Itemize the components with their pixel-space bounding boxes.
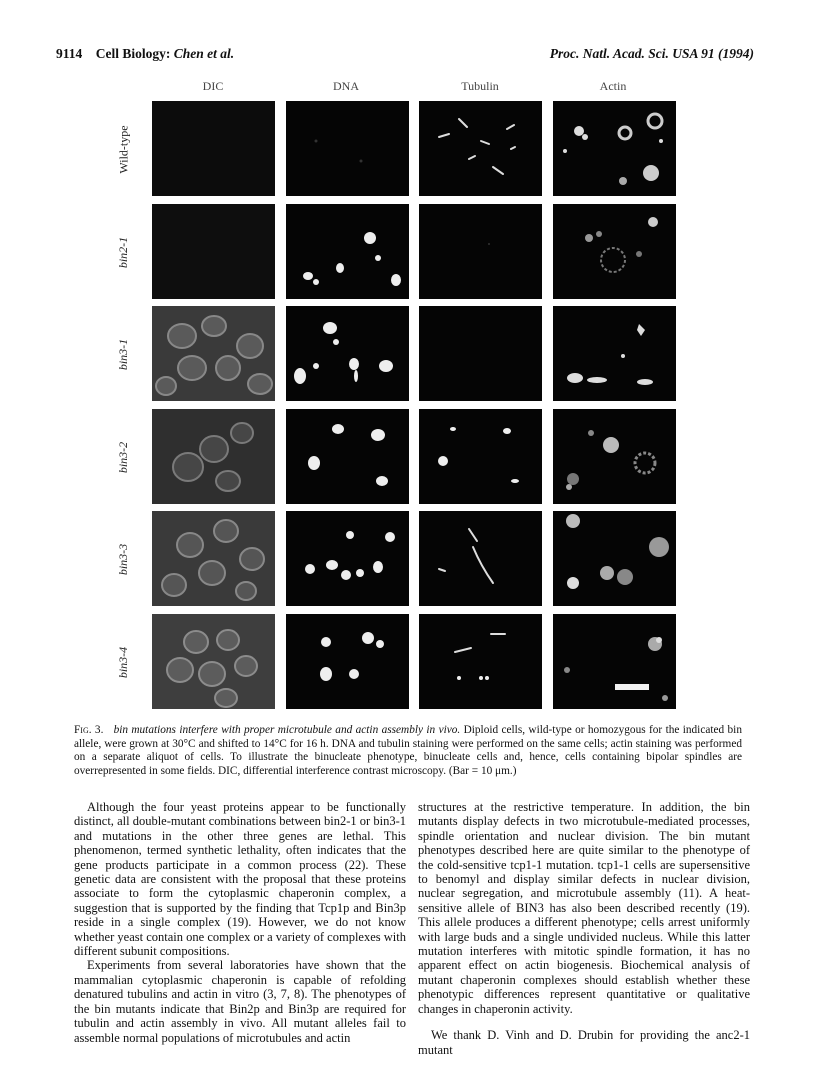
body-column-left	[74, 800, 406, 1045]
panel-wildtype-dna	[286, 101, 409, 196]
paragraph: Experiments from several laboratories have shown that the mammalian cytoplasmic chaperonin is capable of refolding denatured tubulins and actin in vitro (3, 7, 8). The phenotypes of the bin mutants indicate that Bin2p and Bin3p are required for tubulin and actin assembly in vivo. All mutant alleles fail to assemble normal populations of microtubules and actin	[74, 958, 406, 1045]
column-heading-actin: Actin	[599, 79, 627, 93]
panel-bin3-4-dic	[152, 614, 275, 709]
panel-bin3-3-actin	[553, 511, 676, 606]
panel-wildtype-tubulin	[419, 101, 542, 196]
panel-bin3-1-dic	[152, 306, 275, 401]
panel-bin2-1-dic	[152, 204, 275, 299]
row-label-wild-type: Wild-type	[116, 124, 131, 174]
panel-bin3-4-actin	[553, 614, 676, 709]
caption-title: bin mutations interfere with proper microtubule and actin assembly in vivo.	[113, 724, 461, 736]
panel-bin2-1-tubulin	[419, 204, 542, 299]
panel-bin3-1-actin	[553, 306, 676, 401]
authors: Chen et al.	[173, 46, 235, 61]
body-column-right	[418, 800, 750, 1057]
page-number: 9114	[56, 46, 83, 61]
panel-bin3-2-dic	[152, 409, 275, 504]
caption-label: Fig. 3.	[74, 724, 104, 736]
panel-bin2-1-dna	[286, 204, 409, 299]
panel-bin3-3-tubulin	[419, 511, 542, 606]
column-heading-dna: DNA	[333, 79, 359, 93]
journal-citation: Proc. Natl. Acad. Sci. USA 91 (1994)	[549, 46, 754, 61]
column-heading-tubulin: Tubulin	[461, 79, 499, 93]
column-heading-dic: DIC	[202, 79, 224, 93]
panel-bin3-2-tubulin	[419, 409, 542, 504]
row-label-bin3-2: bin3-2	[116, 441, 131, 473]
running-header-left	[56, 46, 234, 62]
panel-bin3-4-dna	[286, 614, 409, 709]
row-label-bin3-1: bin3-1	[116, 338, 131, 370]
scale-bar	[615, 684, 649, 690]
panel-bin3-3-dic	[152, 511, 275, 606]
panel-bin2-1-actin	[553, 204, 676, 299]
paragraph: structures at the restrictive temperature. In addition, the bin mutants display defects in two microtubule-mediated processes, spindle orientation and nuclear division. The bin mutant phenotypes described here are quite similar to the phenotype of the cold-sensitive tcp1-1 mutation. tcp1-1 cells are supersensitive to benomyl and display similar defects in nuclear division, nuclear segregation, and microtubule assembly (11). A heat-sensitive allele of BIN3 has also been described recently (19). This allele produces a different phenotype; cells arrest uniformly with large buds and a single undivided nucleus. While this latter mutation interferes with mitotic spindle formation, it has no apparent effect on actin biogenesis. Biochemical analysis of mutant chaperonin complexes should establish whether these phenotypic differences represent quantitative or qualitative changes in chaperonin activity.	[418, 800, 750, 1016]
panel-bin3-4-tubulin	[419, 614, 542, 709]
row-label-bin3-3: bin3-3	[116, 543, 131, 575]
panel-wildtype-dic	[152, 101, 275, 196]
panel-bin3-2-dna	[286, 409, 409, 504]
panel-bin3-1-tubulin	[419, 306, 542, 401]
figure-caption	[74, 724, 742, 778]
paragraph: Although the four yeast proteins appear to be functionally distinct, all double-mutant combinations between bin2-1 or bin3-1 and mutations in the other three genes are lethal. This phenomenon, termed synthetic lethality, often indicates that the gene products participate in a common process (22). These genetic data are consistent with the proposal that these proteins associate to form the cytoplasmic chaperonin complex, a suggestion that is supported by the finding that Tcp1p and Bin3p reside in a single complex (19). However, we do not know whether yeast contain one complex or a variety of complexes with different subunit compositions.	[74, 800, 406, 959]
caption-text: Diploid cells, wild-type or homozygous for the indicated bin allele, were grown at 30°C and shifted to 14°C for 16 h. DNA and tubulin staining were performed on the same cells; actin staining was performed on a separate aliquot of cells. To illustrate the binucleate phenotype, binucleate cells and, hence, cells containing bipolar spindles are overrepresented in some fields. DIC, differential interference contrast microscopy. (Bar = 10 μm.)	[74, 724, 742, 777]
row-label-bin3-4: bin3-4	[116, 646, 131, 678]
panel-wildtype-actin	[553, 101, 676, 196]
acknowledgment: We thank D. Vinh and D. Drubin for providing the anc2-1 mutant	[418, 1028, 750, 1057]
row-label-bin2-1: bin2-1	[116, 236, 131, 268]
panel-bin3-1-dna	[286, 306, 409, 401]
panel-bin3-2-actin	[553, 409, 676, 504]
panel-bin3-3-dna	[286, 511, 409, 606]
section-name: Cell Biology:	[95, 46, 171, 61]
